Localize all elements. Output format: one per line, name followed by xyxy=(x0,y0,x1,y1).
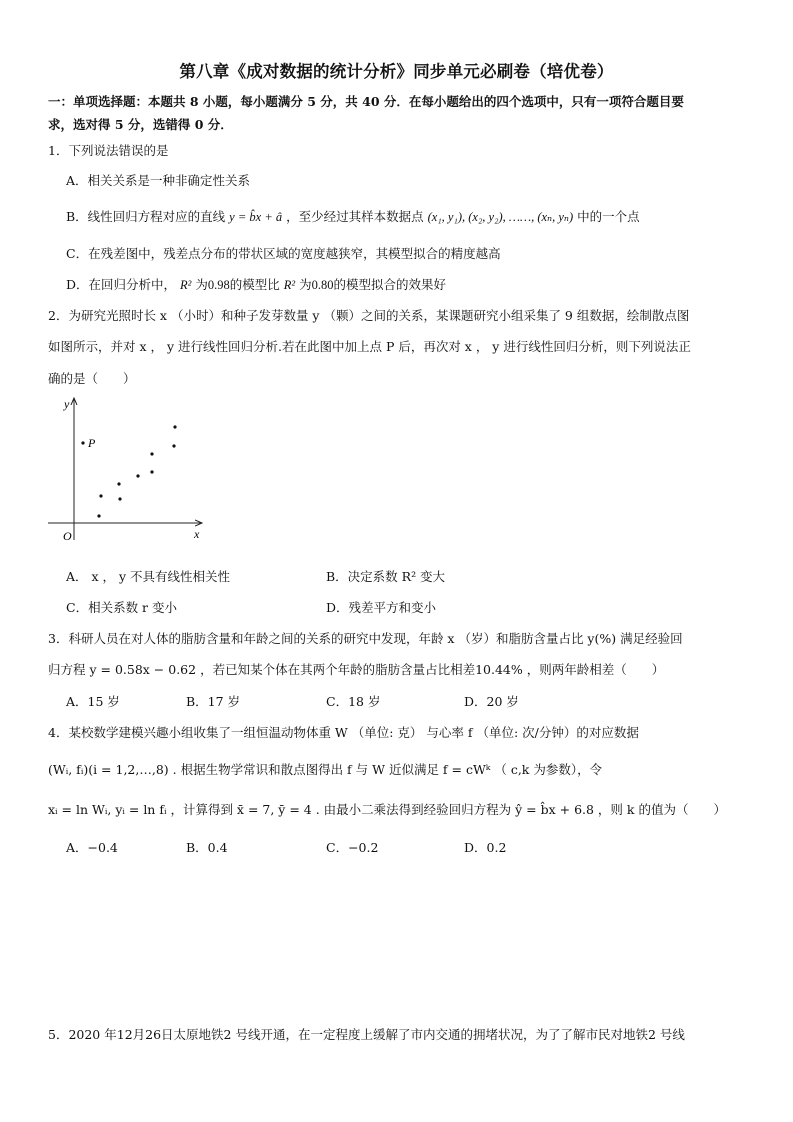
q1-option-d xyxy=(66,275,446,293)
q1-option-b-mid: ，至少经过其样本数据点 xyxy=(286,209,424,224)
scatter-point xyxy=(173,425,176,428)
q2-option-b: B．决定系数 R² 变大 xyxy=(326,569,446,584)
q4-option-d: D．0.2 xyxy=(464,840,507,855)
q3-option-c: C．18 岁 xyxy=(326,694,381,709)
q1-option-c: C．在残差图中，残差点分布的带状区域的宽度越狭窄，其模型拟合的精度越高 xyxy=(66,246,501,261)
scatter-point xyxy=(150,470,153,473)
y-axis-label: y xyxy=(64,397,70,411)
q1-option-d-mid2: 的模型比 xyxy=(229,277,280,292)
q2-option-a: A． x ， y 不具有线性相关性 xyxy=(66,569,231,584)
q1-stem: 1．下列说法错误的是 xyxy=(48,143,169,158)
scatter-point xyxy=(172,444,175,447)
scatter-point xyxy=(136,474,139,477)
q2-scatter-plot xyxy=(44,392,214,544)
q4-stem-line1: 4．某校数学建模兴趣小组收集了一组恒温动物体重 W （单位: 克） 与心率 f （单位: 次/分钟）的对应数据 xyxy=(48,725,639,740)
q1-option-d-mid1: 为 xyxy=(195,277,208,292)
q5-stem-line1: 5．2020 年12月26日太原地铁2 号线开通，在一定程度上缓解了市内交通的拥堵状况，为了了解市民对地铁2 号线 xyxy=(48,1027,685,1042)
q4-stem-line3: xᵢ = ln Wᵢ, yᵢ = ln fᵢ ，计算得到 x̄ = 7, ȳ = 4 . 由最小二乘法得到经验回归方程为 ŷ = b̂x + 6.8 ，则 k 的值为（ ） xyxy=(48,802,726,817)
q1-option-d-pre: D．在回归分析中， xyxy=(66,277,177,292)
origin-label: O xyxy=(63,529,72,543)
point-p xyxy=(81,441,84,444)
q2-stem-line1: 2．为研究光照时长 x （小时）和种子发芽数量 y （颗）之间的关系，某课题研究小组采集了 9 组数据，绘制散点图 xyxy=(48,308,690,323)
q2-option-c: C．相关系数 r 变小 xyxy=(66,600,177,615)
q1-option-b-points: (x₁, y₁), (x₂, y₂), ……, (xₙ, yₙ) xyxy=(427,210,574,224)
q4-stem-line2: (Wᵢ, fᵢ)(i = 1,2,…,8) . 根据生物学常识和散点图得出 f 与 W 近似满足 f = cWᵏ （ c,k 为参数），令 xyxy=(48,762,603,777)
scatter-point xyxy=(118,497,121,500)
page-title: 第八章《成对数据的统计分析》同步单元必刷卷（培优卷） xyxy=(179,62,614,81)
point-p-label: P xyxy=(88,436,96,450)
scatter-point xyxy=(97,514,100,517)
q1-option-b xyxy=(66,207,640,225)
section-instructions-line2: 求，选对得 5 分，选错得 0 分． xyxy=(48,117,233,132)
scatter-point xyxy=(117,482,120,485)
q1-option-d-post: 的模型拟合的效果好 xyxy=(333,277,447,292)
q1-option-d-r2b: R² xyxy=(283,278,296,292)
q4-option-a: A．−0.4 xyxy=(66,840,118,855)
section-instructions-line1: 一：单项选择题：本题共 8 小题，每小题满分 5 分，共 40 分．在每小题给出的四个选项中，只有一项符合题目要 xyxy=(48,94,684,109)
q4-option-b: B．0.4 xyxy=(186,840,228,855)
q1-option-d-value1: 0.98 xyxy=(207,278,230,292)
scatter-point xyxy=(99,494,102,497)
q1-option-b-post: 中的一个点 xyxy=(577,209,640,224)
q1-option-a: A．相关关系是一种非确定性关系 xyxy=(66,173,251,188)
q1-option-b-pre: B．线性回归方程对应的直线 xyxy=(66,209,226,224)
q3-option-b: B．17 岁 xyxy=(186,694,241,709)
scatter-point xyxy=(150,452,153,455)
q3-stem-line2: 归方程 y = 0.58x − 0.62 ，若已知某个体在其两个年龄的脂肪含量占比相差10.44% ，则两年龄相差（ ） xyxy=(48,662,665,677)
q1-option-d-value2: 0.80 xyxy=(311,278,334,292)
q4-option-c: C．−0.2 xyxy=(326,840,379,855)
q2-stem-line3: 确的是（ ） xyxy=(48,371,136,386)
q3-option-d: D．20 岁 xyxy=(464,694,519,709)
q1-option-b-equation: y = b̂x + â xyxy=(229,210,283,224)
q2-stem-line2: 如图所示，并对 x ， y 进行线性回归分析.若在此图中加上点 P 后，再次对 x ， y 进行线性回归分析，则下列说法正 xyxy=(48,339,691,354)
q1-option-d-r2a: R² xyxy=(180,278,192,292)
x-axis-label: x xyxy=(194,527,200,541)
q3-stem-line1: 3．科研人员在对人体的脂肪含量和年龄之间的关系的研究中发现，年龄 x （岁）和脂肪含量占比 y(%) 满足经验回 xyxy=(48,631,683,646)
q1-option-d-mid3: 为 xyxy=(299,277,312,292)
q2-option-d: D．残差平方和变小 xyxy=(326,600,437,615)
q3-option-a: A．15 岁 xyxy=(66,694,120,709)
